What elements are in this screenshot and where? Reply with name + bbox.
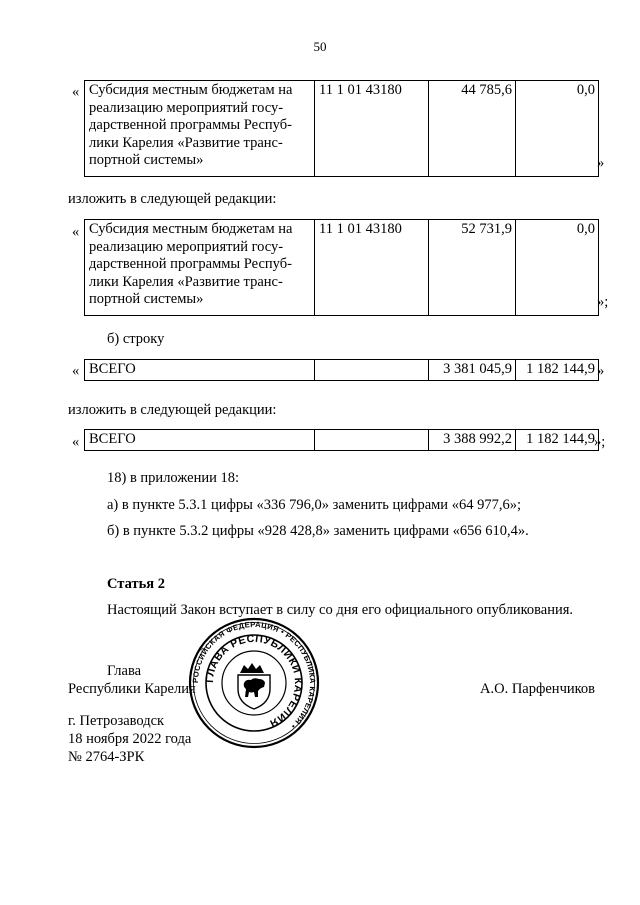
name-line: портной системы»	[89, 291, 204, 307]
name-line: лики Карелия «Развитие транс-	[89, 273, 283, 290]
name-line: лики Карелия «Развитие транс-	[89, 134, 283, 151]
item-18-a: а) в пункте 5.3.1 цифры «336 796,0» заменить цифрами «64 977,6»;	[107, 497, 521, 513]
close-quote: »;	[594, 434, 606, 450]
row-value-1: 44 785,6	[429, 81, 516, 177]
seal-inner-text: ГЛАВА РЕСПУБЛИКИ КАРЕЛИЯ	[203, 632, 305, 730]
row-code: 11 1 01 43180	[315, 220, 429, 316]
law-number: № 2764-ЗРК	[68, 749, 145, 765]
row-value-1: 3 388 992,2	[429, 430, 516, 451]
row-value-2: 1 182 144,9	[516, 430, 599, 451]
item-18: 18) в приложении 18:	[107, 470, 240, 486]
old-total-table	[84, 359, 599, 381]
open-quote: «	[72, 224, 80, 240]
row-value-2: 0,0	[516, 81, 599, 177]
signatory-position: Глава	[107, 663, 142, 679]
row-name	[85, 81, 315, 177]
new-subsidy-table	[84, 219, 599, 316]
row-code: 11 1 01 43180	[315, 81, 429, 177]
row-name	[85, 220, 315, 316]
name-line: портной системы»	[89, 152, 204, 168]
row-value-2: 1 182 144,9	[516, 360, 599, 381]
row-value-2: 0,0	[516, 220, 599, 316]
table-row	[85, 360, 599, 381]
row-value-1: 52 731,9	[429, 220, 516, 316]
open-quote: «	[72, 84, 80, 100]
table-row	[85, 81, 599, 177]
signatory-name: А.О. Парфенчиков	[480, 681, 596, 697]
seal-outer-text: РОССИЙСКАЯ ФЕДЕРАЦИЯ • РЕСПУБЛИКА КАРЕЛИЯ •	[190, 619, 318, 731]
table-row	[85, 430, 599, 451]
signing-place: г. Петрозаводск	[68, 713, 165, 729]
article-text: Настоящий Закон вступает в силу со дня его официального опубликования.	[107, 602, 574, 618]
open-quote: «	[72, 434, 80, 450]
official-seal	[188, 617, 320, 749]
name-line: реализацию мероприятий госу-	[89, 238, 284, 255]
row-value-1: 3 381 045,9	[429, 360, 516, 381]
close-quote: »	[597, 363, 605, 379]
article-title: Статья 2	[107, 576, 165, 592]
name-line: Субсидия местным бюджетам на	[89, 221, 293, 237]
row-name: ВСЕГО	[85, 430, 315, 451]
row-code	[315, 430, 429, 451]
page-number: 50	[313, 39, 327, 54]
row-name: ВСЕГО	[85, 360, 315, 381]
signatory-position-region: Республики Карелия	[68, 681, 196, 697]
name-line: дарственной программы Респуб-	[89, 256, 292, 272]
restate-instruction: изложить в следующей редакции:	[68, 402, 277, 418]
item-b-row: б) строку	[107, 331, 165, 347]
bear-icon	[238, 663, 270, 709]
item-18-b: б) в пункте 5.3.2 цифры «928 428,8» заменить цифрами «656 610,4».	[107, 523, 529, 539]
table-row	[85, 220, 599, 316]
close-quote: »	[597, 155, 605, 171]
old-subsidy-table	[84, 80, 599, 177]
close-quote: »;	[597, 294, 609, 310]
restate-instruction: изложить в следующей редакции:	[68, 191, 277, 207]
name-line: реализацию мероприятий госу-	[89, 99, 284, 116]
row-code	[315, 360, 429, 381]
new-total-table	[84, 429, 599, 451]
open-quote: «	[72, 363, 80, 379]
name-line: дарственной программы Респуб-	[89, 117, 292, 133]
signing-date: 18 ноября 2022 года	[68, 731, 192, 747]
name-line: Субсидия местным бюджетам на	[89, 82, 293, 98]
